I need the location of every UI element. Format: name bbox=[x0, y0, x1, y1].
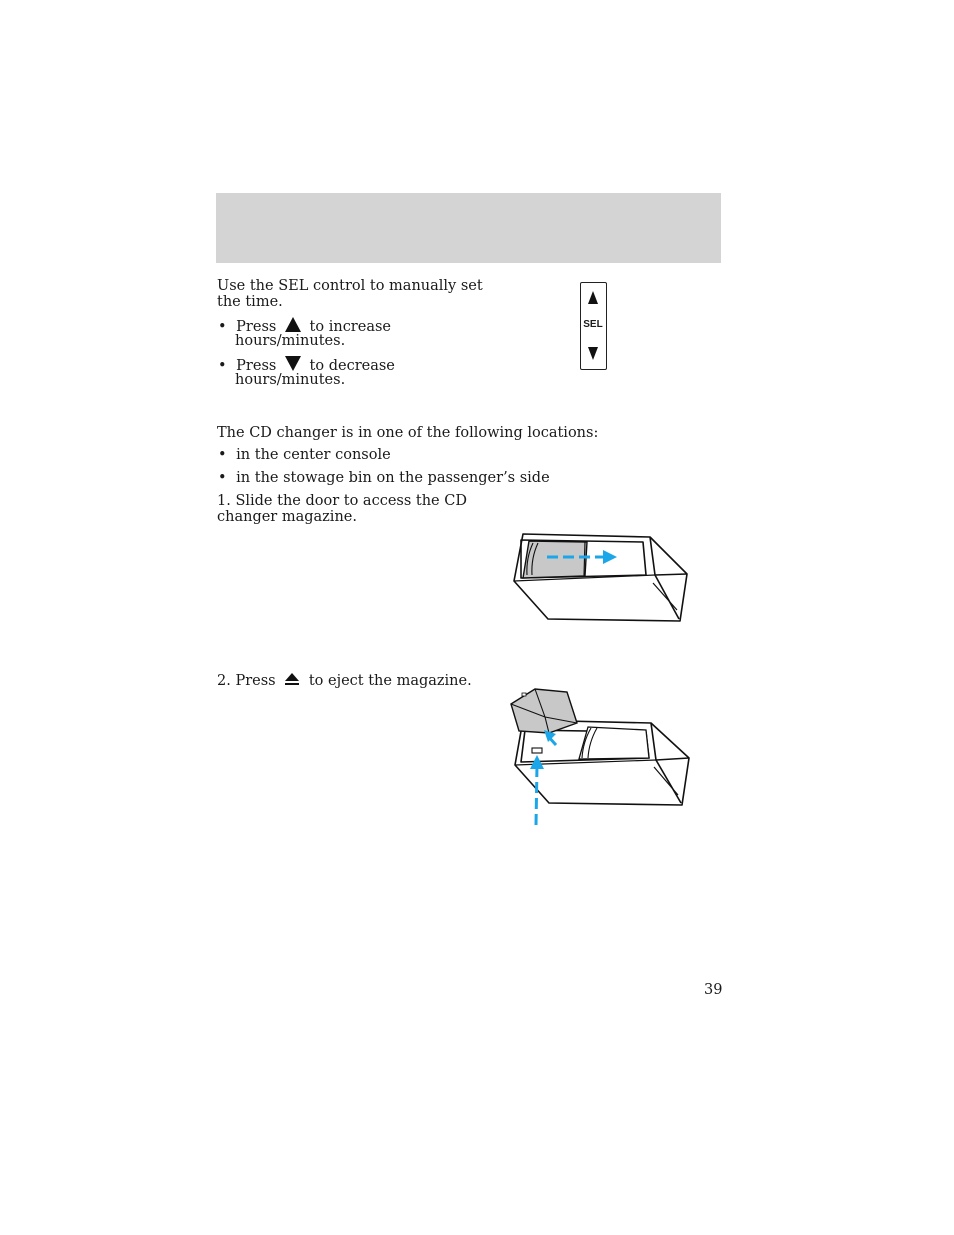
time-intro-line1: Use the SEL control to manually set bbox=[217, 278, 483, 294]
sel-control-illustration bbox=[580, 282, 607, 370]
page-number: 39 bbox=[704, 982, 723, 998]
eject-arrow-line bbox=[536, 765, 537, 825]
up-triangle-icon bbox=[588, 291, 598, 304]
eject-button bbox=[532, 748, 542, 753]
cd-changer-door-illustration bbox=[505, 528, 695, 628]
location-item bbox=[218, 447, 391, 463]
magazine bbox=[511, 689, 577, 733]
bullet-dot: • bbox=[218, 319, 227, 335]
step2-press: 2. Press bbox=[217, 673, 276, 689]
up-triangle-icon bbox=[285, 317, 301, 332]
down-triangle-icon bbox=[285, 356, 301, 371]
bullet-dot: • bbox=[218, 358, 227, 374]
time-intro-line2: the time. bbox=[217, 294, 283, 310]
eject-icon bbox=[284, 673, 300, 686]
sel-label: SEL bbox=[583, 319, 603, 330]
location-text: in the stowage bin on the passenger’s side bbox=[236, 470, 550, 486]
bullet-increase-text: to increase bbox=[309, 319, 391, 335]
location-text: in the center console bbox=[236, 447, 391, 463]
header-band bbox=[216, 193, 721, 263]
location-item bbox=[218, 470, 550, 486]
cd-magazine-eject-illustration bbox=[505, 685, 695, 830]
cd-intro: The CD changer is in one of the following locations: bbox=[217, 425, 599, 441]
bullet-press-label: Press bbox=[236, 358, 277, 374]
bullet-dot: • bbox=[218, 470, 227, 486]
bullet-dot: • bbox=[218, 447, 227, 463]
down-triangle-icon bbox=[588, 347, 598, 360]
bullet-decrease-text: to decrease bbox=[309, 358, 395, 374]
bullet-press-label: Press bbox=[236, 319, 277, 335]
step1-line2: changer magazine. bbox=[217, 509, 357, 525]
step1-line1: 1. Slide the door to access the CD bbox=[217, 493, 467, 509]
bullet-decrease-cont: hours/minutes. bbox=[235, 372, 346, 388]
step2 bbox=[217, 673, 472, 689]
step2-text: to eject the magazine. bbox=[308, 673, 472, 689]
bullet-increase-cont: hours/minutes. bbox=[235, 333, 346, 349]
